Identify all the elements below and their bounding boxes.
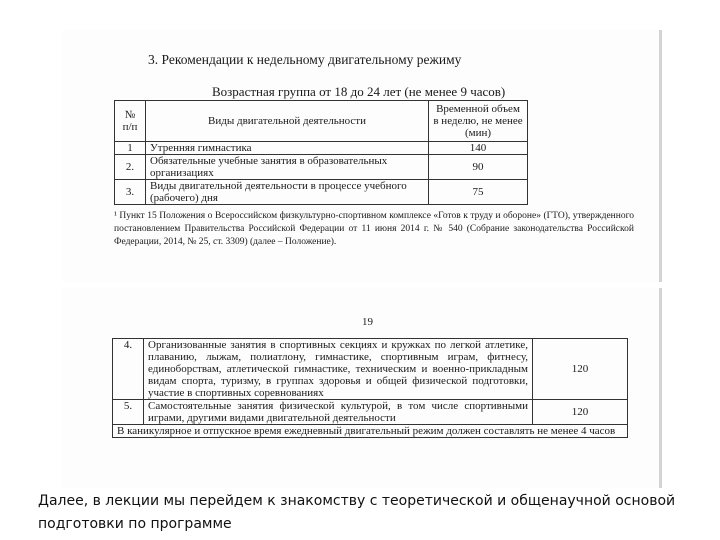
table-row	[115, 142, 528, 155]
page-sheet	[62, 288, 659, 488]
page-sheet	[62, 30, 659, 282]
header-minutes: Временной объем в неделю, не менее (мин)	[429, 101, 528, 142]
row-number: 5.	[113, 400, 144, 425]
header-activity: Виды двигательной деятельности	[146, 101, 429, 142]
table-row	[113, 339, 628, 400]
section-title: 3. Рекомендации к недельному двигательному режиму	[148, 52, 462, 67]
row-number: 1	[115, 142, 146, 155]
table-row	[115, 180, 528, 205]
row-minutes: 75	[429, 180, 528, 205]
row-minutes: 90	[429, 155, 528, 180]
row-activity: Утренняя гимнастика	[146, 142, 429, 155]
row-number: 4.	[113, 339, 144, 400]
scanned-page-top	[62, 30, 662, 282]
lecture-caption: Далее, в лекции мы перейдем к знакомству с теоретической и общенаучной основой подготовки по программе	[38, 493, 676, 532]
page-number: 19	[362, 316, 373, 328]
vacation-note: В каникулярное и отпускное время ежедневный двигательный режим должен составлять не менее 4 часов	[113, 425, 628, 438]
row-activity: Обязательные учебные занятия в образовательных организациях	[146, 155, 429, 180]
row-activity: Виды двигательной деятельности в процессе учебного (рабочего) дня	[146, 180, 429, 205]
table-row	[113, 400, 628, 425]
row-minutes: 140	[429, 142, 528, 155]
row-minutes: 120	[533, 400, 628, 425]
table-header-row	[115, 101, 528, 142]
row-activity: Самостоятельные занятия физической культурой, в том числе спортивными играми, другими видами двигательной деятельности	[144, 400, 533, 425]
row-activity: Организованные занятия в спортивных секциях и кружках по легкой атлетике, плаванию, лыжам, полиатлону, гимнастике, спортивным играм, фитнесу, единоборствам, атлетической гимнастике, техническим и военно-прикладным видам спорта, туризму, в группах здоровья и общей физической подготовки, участие в спортивных соревнованиях	[144, 339, 533, 400]
scanned-page-bottom	[62, 288, 662, 488]
table-row	[115, 155, 528, 180]
activity-table-continued	[112, 338, 628, 438]
activity-table	[114, 100, 528, 205]
footnote: ¹ Пункт 15 Положения о Всероссийском физкультурно-спортивном комплексе «Готов к труду и обороне» (ГТО), утвержденного постановлением Правительства Российской Федерации от 11 июня 2014 г. № 540 (Собрание законодательства Российской Федерации, 2014, № 25, ст. 3309) (далее – Положение).	[114, 211, 634, 247]
row-number: 3.	[115, 180, 146, 205]
cropped-header-line	[112, 30, 442, 34]
row-minutes: 120	[533, 339, 628, 400]
row-number: 2.	[115, 155, 146, 180]
age-group-title: Возрастная группа от 18 до 24 лет (не менее 9 часов)	[212, 84, 506, 99]
table-note-row	[113, 425, 628, 438]
header-number: № п/п	[115, 101, 146, 142]
